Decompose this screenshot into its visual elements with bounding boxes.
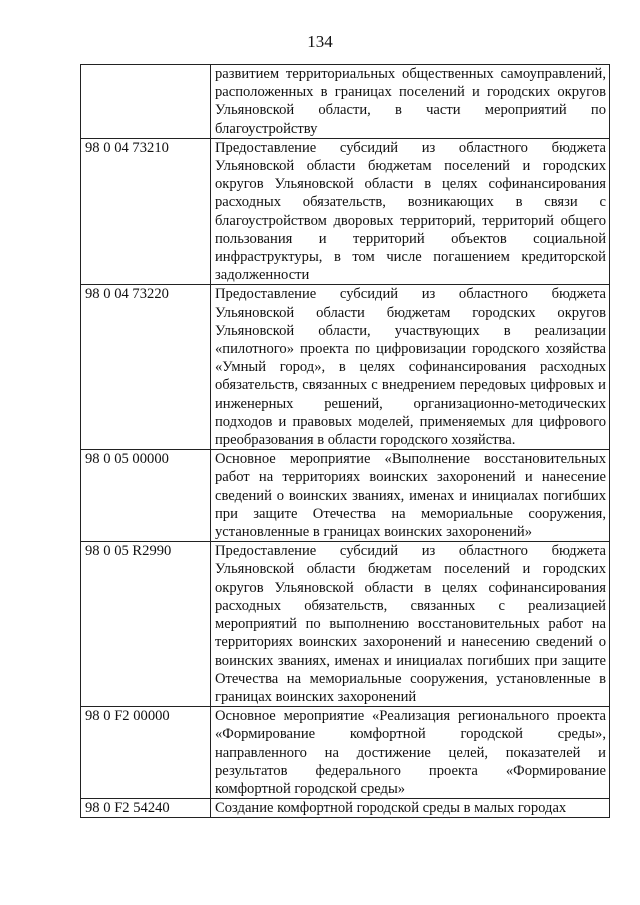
table-row xyxy=(81,707,610,799)
budget-classification-table xyxy=(80,64,610,818)
row-code xyxy=(81,65,211,139)
row-code: 98 0 F2 54240 xyxy=(81,799,211,818)
row-code: 98 0 04 73210 xyxy=(81,138,211,285)
row-description: Предоставление субсидий из областного бюджета Ульяновской области бюджетам городских округов Ульяновской области, участвующих в реализации «пилотного» проекта по цифровизации городского хозяйства «Умный город», в целях софинансирования расходных обязательств, связанных с внедрением передовых цифровых и инженерных решений, организационно-методических подходов и правовых моделей, применяемых для цифрового преобразования в области городского хозяйства. xyxy=(211,285,610,450)
row-description: Предоставление субсидий из областного бюджета Ульяновской области бюджетам поселений и городских округов Ульяновской области в целях софинансирования расходных обязательств, возникающих в связи с благоустройством дворовых территорий, территорий общего пользования и территорий объектов социальной инфраструктуры, в том числе погашением кредиторской задолженности xyxy=(211,138,610,285)
row-description: Основное мероприятие «Выполнение восстановительных работ на территориях воинских захоронений и нанесение сведений о воинских званиях, именах и инициалах погибших при защите Отечества на мемориальные сооружения, установленные в границах воинских захоронений» xyxy=(211,450,610,542)
table-row xyxy=(81,138,610,285)
row-description: Основное мероприятие «Реализация регионального проекта «Формирование комфортной городской среды», направленного на достижение целей, показателей и результатов федерального проекта «Формирование комфортной городской среды» xyxy=(211,707,610,799)
row-code: 98 0 04 73220 xyxy=(81,285,211,450)
table-row xyxy=(81,65,610,139)
page-number: 134 xyxy=(307,32,333,51)
row-description: Предоставление субсидий из областного бюджета Ульяновской области бюджетам поселений и городских округов Ульяновской области в целях софинансирования расходных обязательств, связанных с реализацией мероприятий по выполнению восстановительных работ на территориях воинских захоронений и нанесению сведений о воинских званиях, именах и инициалах погибших при защите Отечества на мемориальные сооружения, установленные в границах воинских захоронений xyxy=(211,542,610,707)
row-code: 98 0 05 00000 xyxy=(81,450,211,542)
row-description: Создание комфортной городской среды в малых городах xyxy=(211,799,610,818)
table-row xyxy=(81,542,610,707)
row-description: развитием территориальных общественных самоуправлений, расположенных в границах поселений и городских округов Ульяновской области, в части мероприятий по благоустройству xyxy=(211,65,610,139)
table-row xyxy=(81,285,610,450)
table-row xyxy=(81,799,610,818)
table-row xyxy=(81,450,610,542)
row-code: 98 0 05 R2990 xyxy=(81,542,211,707)
row-code: 98 0 F2 00000 xyxy=(81,707,211,799)
